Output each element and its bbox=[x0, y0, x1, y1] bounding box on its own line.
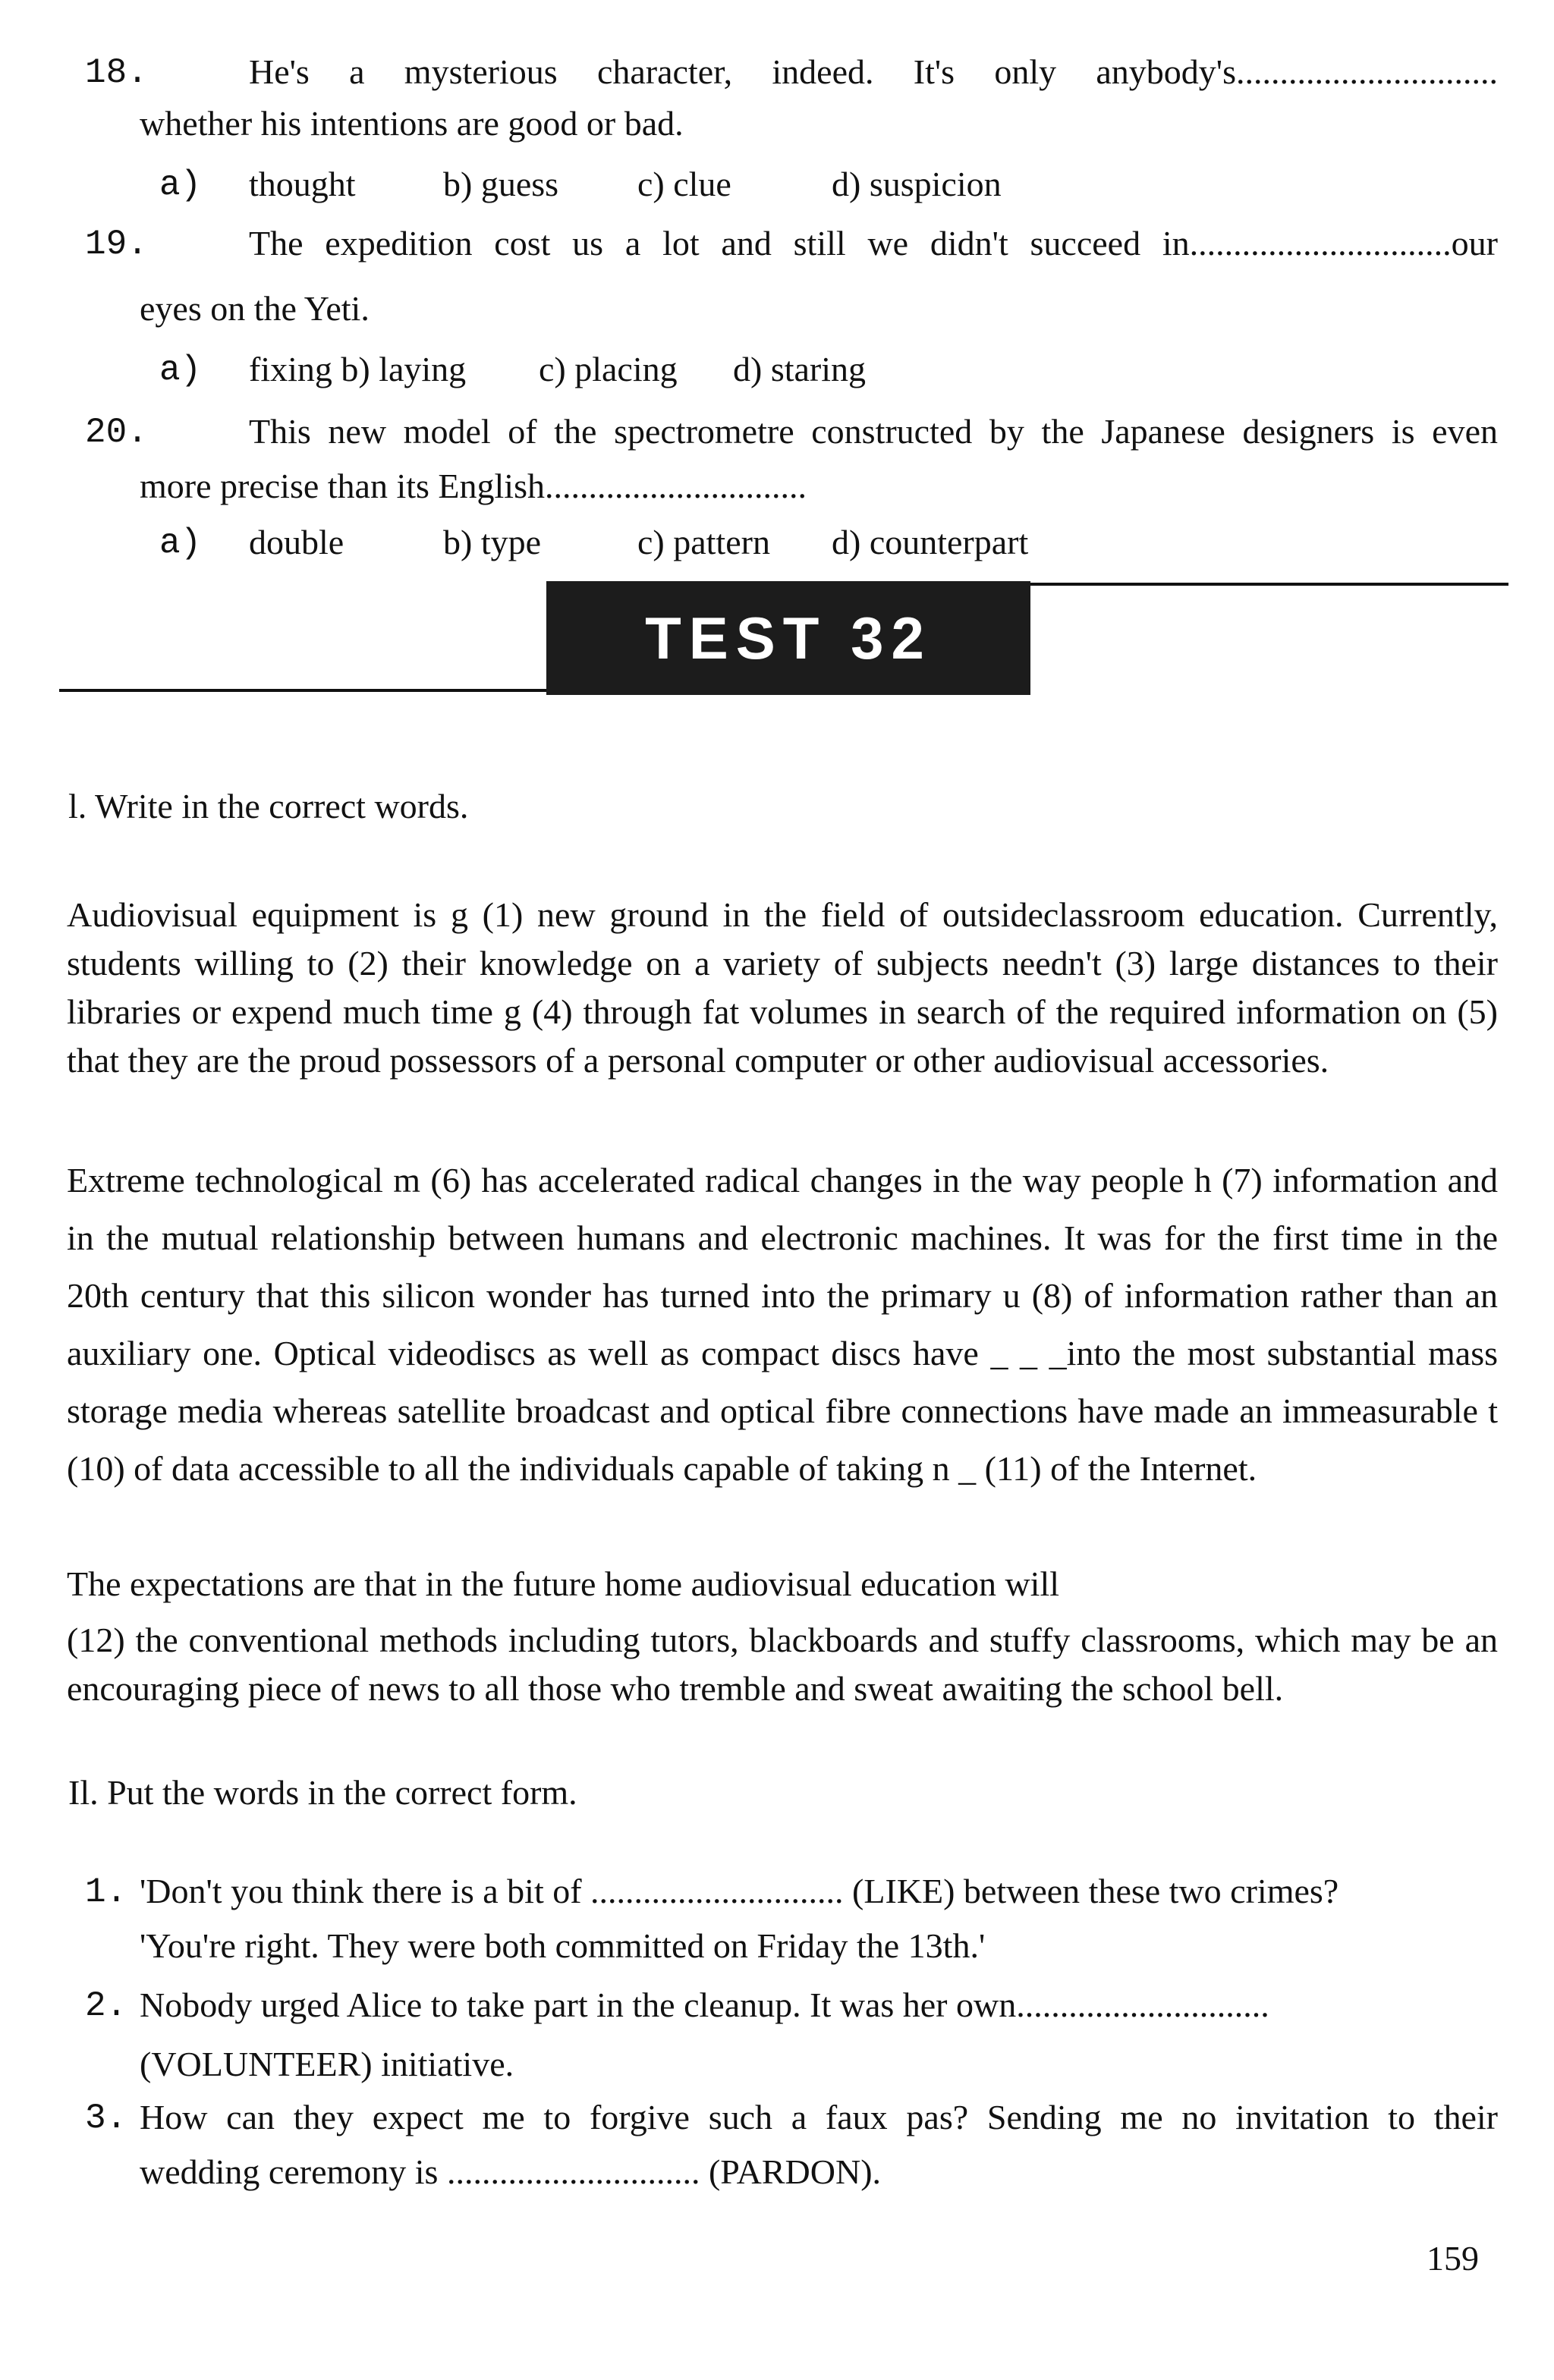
question-text-continued: more precise than its English.............................. bbox=[140, 467, 807, 505]
question-number: 18. bbox=[85, 53, 148, 93]
option-a: thought bbox=[249, 165, 356, 203]
option-a-b: fixing b) laying bbox=[249, 350, 467, 388]
section-2-heading: Il. Put the words in the correct form. bbox=[68, 1773, 577, 1812]
option-d: d) suspicion bbox=[832, 165, 1002, 203]
option-c: c) pattern bbox=[637, 523, 770, 561]
item-text: Nobody urged Alice to take part in the cleanup. It was her own............................. bbox=[140, 1985, 1269, 2024]
question-text: This new model of the spectrometre constructed by the Japanese designers is even bbox=[249, 412, 1498, 451]
item-number: 2. bbox=[85, 1986, 127, 2026]
item-text: 'Don't you think there is a bit of ............................. (LIKE) between these two crimes? bbox=[140, 1872, 1339, 1910]
section-1-heading: l. Write in the correct words. bbox=[68, 787, 469, 825]
section-1-paragraph-1: Audiovisual equipment is g (1) new ground in the field of outsideclassroom education. Currently, students willing to (2) their knowledge on a variety of subjects needn't (3) large distances to their libraries or expend much time g (4) through fat volumes in search of the required information on (5) that they are the proud possessors of a personal computer or other audiovisual accessories. bbox=[67, 895, 1498, 1080]
question-number: 20. bbox=[85, 413, 148, 452]
item-text-continued: wedding ceremony is ............................. (PARDON). bbox=[140, 2152, 882, 2191]
header-rule-right bbox=[1030, 583, 1508, 586]
option-b: b) guess bbox=[443, 165, 559, 203]
question-number: 19. bbox=[85, 225, 148, 264]
option-letter: a) bbox=[159, 165, 202, 205]
page-number: 159 bbox=[1427, 2239, 1479, 2278]
option-a: double bbox=[249, 523, 344, 561]
option-letter: a) bbox=[159, 523, 202, 563]
test-title-banner bbox=[546, 581, 1030, 695]
question-text-continued: whether his intentions are good or bad. bbox=[140, 104, 684, 143]
option-c: c) clue bbox=[637, 165, 731, 203]
question-text: The expedition cost us a lot and still we didn't succeed in..............................our bbox=[249, 224, 1498, 263]
item-text: How can they expect me to forgive such a faux pas? Sending me no invitation to their bbox=[140, 2098, 1498, 2136]
option-d: d) staring bbox=[733, 350, 867, 388]
question-text-continued: eyes on the Yeti. bbox=[140, 289, 370, 328]
option-b: b) type bbox=[443, 523, 542, 561]
item-number: 1. bbox=[85, 1872, 127, 1912]
option-c: c) placing bbox=[539, 350, 678, 388]
header-rule-left bbox=[59, 689, 548, 692]
section-1-paragraph-2: Extreme technological m (6) has accelerated radical changes in the way people h (7) information and in the mutual relationship between humans and electronic machines. It was for the first time in the 20th century that this silicon wonder has turned into the primary u (8) of information rather than an auxiliary one. Optical videodiscs as well as compact discs have _ _ _into the most substantial mass storage media whereas satellite broadcast and optical fibre connections have made an immeasurable t (10) of data accessible to all the individuals capable of taking n _ (11) of the Internet. bbox=[67, 1161, 1498, 1488]
item-text-continued: 'You're right. They were both committed on Friday the 13th.' bbox=[140, 1926, 986, 1965]
question-text: He's a mysterious character, indeed. It's only anybody's.............................. bbox=[249, 52, 1498, 91]
section-1-paragraph-3: The expectations are that in the future home audiovisual education will bbox=[67, 1564, 1060, 1603]
item-text-continued: (VOLUNTEER) initiative. bbox=[140, 2045, 514, 2083]
test-title: TEST 32 bbox=[645, 604, 932, 671]
option-letter: a) bbox=[159, 351, 202, 390]
section-1-paragraph-4: (12) the conventional methods including tutors, blackboards and stuffy classrooms, which may be an encouraging piece of news to all those who tremble and sweat awaiting the school bell. bbox=[67, 1621, 1498, 1708]
option-d: d) counterpart bbox=[832, 523, 1029, 561]
item-number: 3. bbox=[85, 2099, 127, 2138]
